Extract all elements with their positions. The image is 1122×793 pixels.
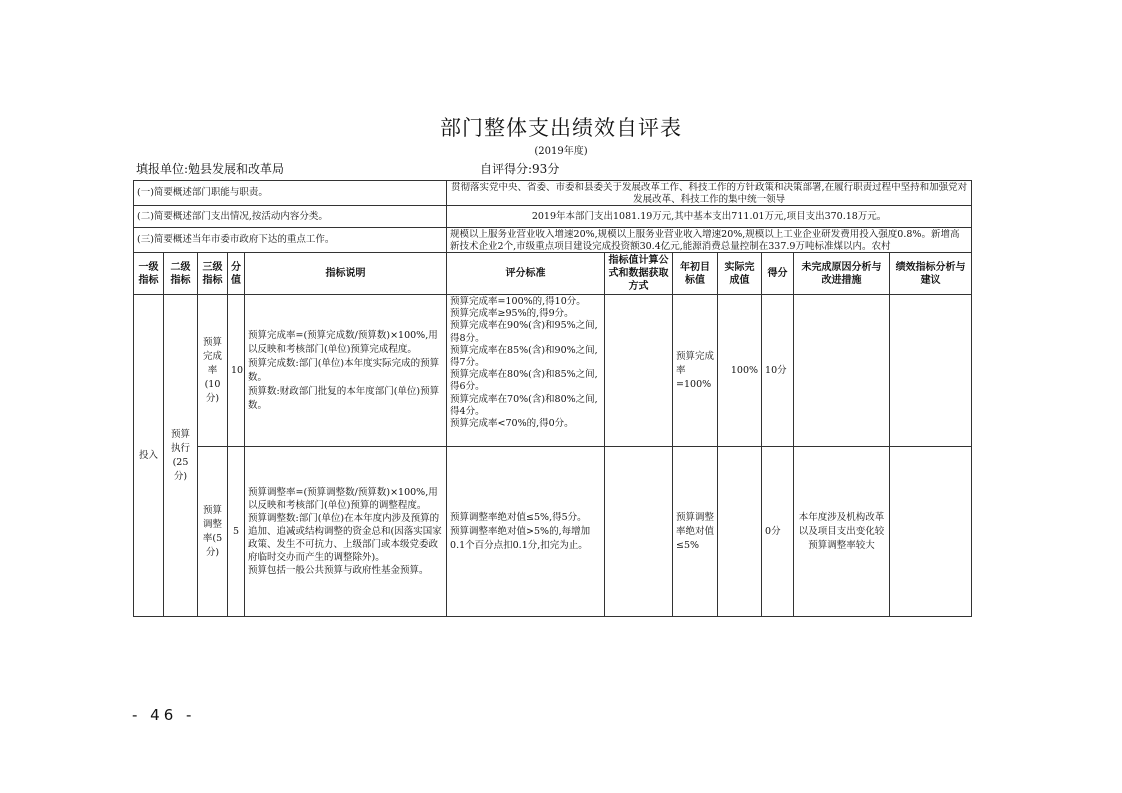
overview-content: 规模以上服务业营业收入增速20%,规模以上服务业营业收入增速20%,规模以上工业企业研发费用投入强度0.8%。新增高新技术企业2个,市级重点项目建设完成投资额30.4亿元,能源消费总量控制在337.9万吨标准煤以内。农村 — [447, 228, 972, 253]
col-header: 二级指标 — [164, 253, 198, 295]
col-header: 评分标准 — [447, 253, 605, 295]
reporting-unit: 填报单位:勉县发展和改革局 — [136, 162, 285, 176]
overview-label: (三)简要概述当年市委市政府下达的重点工作。 — [134, 228, 447, 253]
method-cell — [605, 447, 673, 617]
document-year: (2019年度) — [534, 146, 588, 157]
overview-content: 贯彻落实党中央、省委、市委和县委关于发展改革工作、科技工作的方针政策和决策部署,在履行职责过程中坚持和加强党对发展改革、科技工作的集中统一领导 — [447, 181, 972, 206]
level3-cell: 预算调整率(5分) — [198, 447, 228, 617]
target-cell: 预算调整率绝对值≤5% — [673, 447, 718, 617]
criteria-cell: 预算完成率=100%的,得10分。 预算完成率≥95%的,得9分。 预算完成率在90%(含)和95%之间,得8分。 预算完成率在85%(含)和90%之间,得7分。 预算完成率在80%(含)和85%之间,得6分。 预算完成率在70%(含)和80%之间,得4分。 预算完成率<70%的,得0分。 — [447, 295, 605, 447]
method-cell — [605, 295, 673, 447]
overview-label: (二)简要概述部门支出情况,按活动内容分类。 — [134, 206, 447, 228]
table-row — [134, 447, 972, 617]
col-header: 三级指标 — [198, 253, 228, 295]
actual-cell — [718, 447, 762, 617]
score-cell: 0分 — [762, 447, 794, 617]
overview-row — [134, 181, 972, 206]
col-header: 得分 — [762, 253, 794, 295]
reason-cell — [794, 295, 890, 447]
document-title: 部门整体支出绩效自评表 — [440, 116, 682, 140]
col-header: 指标说明 — [245, 253, 447, 295]
overview-row — [134, 206, 972, 228]
level1-cell: 投入 — [134, 295, 164, 617]
analysis-cell — [890, 295, 972, 447]
col-header: 绩效指标分析与建议 — [890, 253, 972, 295]
description-cell: 预算完成率=(预算完成数/预算数)×100%,用以反映和考核部门(单位)预算完成程度。 预算完成数:部门(单位)本年度实际完成的预算数。 预算数:财政部门批复的本年度部门(单位)预算数。 — [245, 295, 447, 447]
col-header: 指标值计算公式和数据获取方式 — [605, 253, 673, 295]
points-cell: 5 — [228, 447, 245, 617]
page-number: - 46 - — [132, 706, 196, 724]
col-header: 分值 — [228, 253, 245, 295]
level2-cell: 预算执行(25分) — [164, 295, 198, 617]
col-header: 一级指标 — [134, 253, 164, 295]
target-cell: 预算完成率=100% — [673, 295, 718, 447]
overview-row — [134, 228, 972, 253]
analysis-cell — [890, 447, 972, 617]
level3-cell: 预算完成率(10分) — [198, 295, 228, 447]
overview-label: (一)简要概述部门职能与职责。 — [134, 181, 447, 206]
evaluation-table — [133, 180, 972, 617]
actual-cell: 100% — [718, 295, 762, 447]
criteria-cell: 预算调整率绝对值≤5%,得5分。 预算调整率绝对值>5%的,每增加0.1个百分点扣0.1分,扣完为止。 — [447, 447, 605, 617]
description-cell: 预算调整率=(预算调整数/预算数)×100%,用以反映和考核部门(单位)预算的调整程度。 预算调整数:部门(单位)在本年度内涉及预算的追加、追减或结构调整的资金总和(因落实国家政策、发生不可抗力、上级部门或本级党委政府临时交办而产生的调整除外)。 预算包括一般公共预算与政府性基金预算。 — [245, 447, 447, 617]
col-header: 未完成原因分析与改进措施 — [794, 253, 890, 295]
col-header: 年初目标值 — [673, 253, 718, 295]
score-cell: 10分 — [762, 295, 794, 447]
column-header-row — [134, 253, 972, 295]
overview-content: 2019年本部门支出1081.19万元,其中基本支出711.01万元,项目支出370.18万元。 — [447, 206, 972, 228]
table-row — [134, 295, 972, 447]
reason-cell: 本年度涉及机构改革以及项目支出变化较预算调整率较大 — [794, 447, 890, 617]
self-score: 自评得分:93分 — [480, 162, 560, 176]
col-header: 实际完成值 — [718, 253, 762, 295]
points-cell: 10 — [228, 295, 245, 447]
